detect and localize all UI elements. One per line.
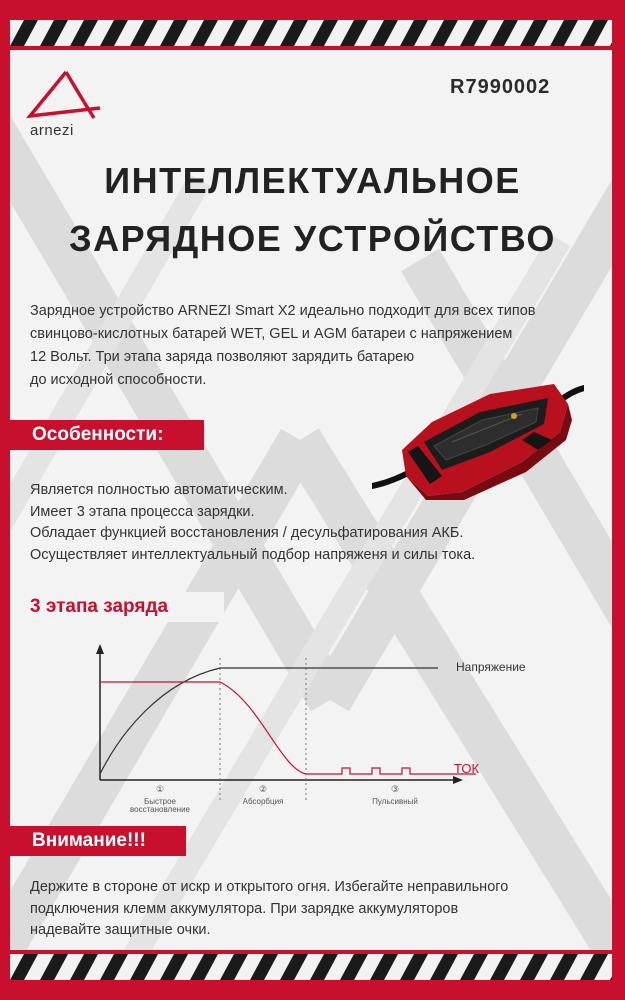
charging-stages-chart (70, 640, 570, 815)
intro-line: до исходной способности. (30, 372, 207, 388)
left-frame (0, 0, 10, 1000)
stage-number: ② (258, 785, 268, 795)
intro-line: 12 Вольт. Три этапа заряда позволяют зарядить батарею (30, 349, 415, 365)
series-label-current: ТОК (454, 761, 480, 776)
stage-number: ① (155, 785, 165, 795)
top-hazard-stripe (10, 20, 612, 46)
stage-label: восстановление (129, 805, 191, 814)
stage-label: Пульсивный (372, 797, 418, 806)
current-curve (100, 682, 476, 774)
x-axis-arrow-icon (453, 776, 463, 784)
features-heading: Особенности: (10, 420, 204, 450)
page-title-line2: ЗАРЯДНОЕ УСТРОЙСТВО (69, 218, 556, 259)
warning-heading: Внимание!!! (10, 826, 186, 856)
product-code: R7990002 (450, 76, 551, 98)
feature-item: Имеет 3 этапа процесса зарядки. (30, 503, 255, 520)
stage-label: Абсорбция (242, 797, 284, 806)
voltage-curve (100, 668, 438, 774)
right-frame (612, 0, 625, 1000)
intro-line: Зарядное устройство ARNEZI Smart X2 идеально подходит для всех типов (30, 303, 536, 319)
warning-paragraph (30, 877, 610, 942)
stage-label: Быстрое (143, 797, 177, 806)
brand-logo-text: arnezi (30, 122, 74, 139)
intro-paragraph (30, 300, 610, 392)
feature-item: Осуществляет интеллектуальный подбор напряженя и силы тока. (30, 546, 476, 563)
stages-heading: 3 этапа заряда (10, 592, 224, 622)
feature-item: Является полностью автоматическим. (30, 482, 288, 498)
features-list (30, 480, 600, 566)
warning-line: Держите в стороне от искр и открытого огня. Избегайте неправильного (30, 879, 509, 895)
y-axis-arrow-icon (96, 644, 104, 654)
stage-number: ③ (390, 785, 400, 795)
warning-line: подключения клемм аккумулятора. При зарядке аккумуляторов (30, 900, 459, 917)
warning-line: надевайте защитные очки. (30, 922, 211, 938)
feature-item: Обладает функцией восстановления / десульфатирования АКБ. (30, 525, 464, 541)
series-label-voltage: Напряжение (456, 660, 526, 674)
bottom-hazard-stripe (10, 954, 612, 980)
intro-line: свинцово-кислотных батарей WET, GEL и AGM батареи с напряжением (30, 326, 513, 342)
page-title-line1: ИНТЕЛЛЕКТУАЛЬНОЕ (104, 160, 521, 201)
